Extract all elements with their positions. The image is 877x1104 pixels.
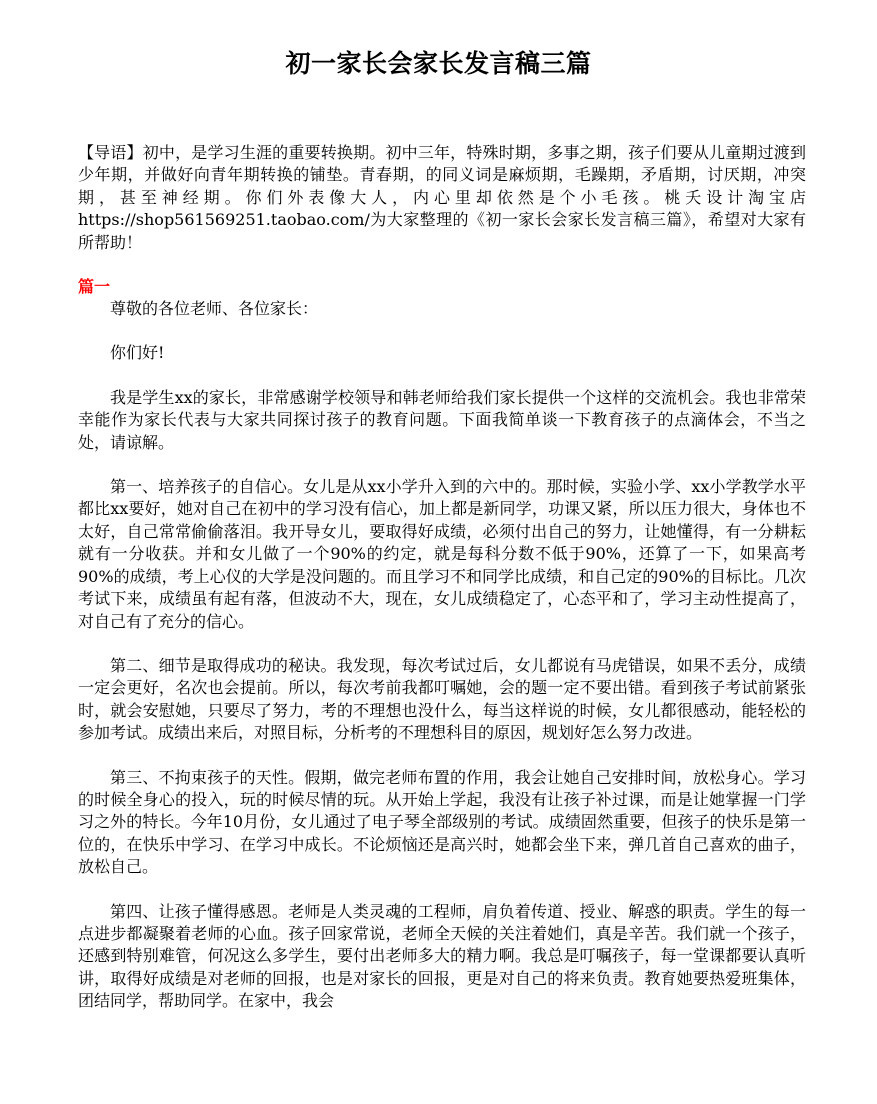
body-paragraph: 第三、不拘束孩子的天性。假期，做完老师布置的作用，我会让她自己安排时间，放松身心。学习的时候全身心的投入，玩的时候尽情的玩。从开始上学起，我没有让孩子补过课，而是让她掌握一门学习之外的特长。今年10月份，女儿通过了电子琴全部级别的考试。成绩固然重要，但孩子的快乐是第一位的，在快乐中学习、在学习中成长。不论烦恼还是高兴时，她都会坐下来，弹几首自己喜欢的曲子，放松自己。 [78, 767, 806, 877]
document-title: 初一家长会家长发言稿三篇 [285, 49, 592, 78]
body-paragraph: 第四、让孩子懂得感恩。老师是人类灵魂的工程师，肩负着传道、授业、解惑的职责。学生的每一点进步都凝聚着老师的心血。孩子回家常说，老师全天候的关注着她们，真是辛苦。我们就一个孩子，还感到特别难管，何况这么多学生，要付出老师多大的精力啊。我总是叮嘱孩子，每一堂课都要认真听讲，取得好成绩是对老师的回报，也是对家长的回报，更是对自己的将来负责。教育她要热爱班集体，团结同学，帮助同学。在家中，我会 [78, 901, 806, 1011]
body-paragraph: 第二、细节是取得成功的秘诀。我发现，每次考试过后，女儿都说有马虎错误，如果不丢分，成绩一定会更好，名次也会提前。所以，每次考前我都叮嘱她，会的题一定不要出错。看到孩子考试前紧张时，就会安慰她，只要尽了努力，考的不理想也没什么，每当这样说的时候，女儿都很感动，能轻松的参加考试。成绩出来后，对照目标，分析考的不理想科目的原因，规划好怎么努力改进。 [78, 655, 806, 743]
salutation: 尊敬的各位老师、各位家长： [110, 299, 319, 319]
greeting: 你们好! [110, 343, 165, 363]
intro-paragraph: 【导语】初中，是学习生涯的重要转换期。初中三年，特殊时期，多事之期，孩子们要从儿童期过渡到少年期，并做好向青年期转换的铺垫。青春期，的同义词是麻烦期，毛躁期，矛盾期，讨厌期，冲突期，甚至神经期。你们外表像大人，内心里却依然是个小毛孩。桃夭设计淘宝店 https://shop561569251.taobao.com/为大家整理的《初一家长会家长发言稿三篇》，希望对大家有所帮助！ [78, 143, 806, 252]
body-paragraph: 我是学生xx的家长，非常感谢学校领导和韩老师给我们家长提供一个这样的交流机会。我也非常荣幸能作为家长代表与大家共同探讨孩子的教育问题。下面我简单谈一下教育孩子的点滴体会，不当之处，请谅解。 [78, 387, 806, 452]
document-body [78, 142, 806, 1035]
section-heading: 篇一 [78, 277, 111, 297]
body-paragraph: 第一、培养孩子的自信心。女儿是从xx小学升入到的六中的。那时候，实验小学、xx小学教学水平都比xx要好，她对自己在初中的学习没有信心，加上都是新同学，功课又紧，所以压力很大，身体也不太好，自己常常偷偷落泪。我开导女儿，要取得好成绩，必须付出自己的努力，让她懂得，有一分耕耘就有一分收获。并和女儿做了一个90%的约定，就是每科分数不低于90%，还算了一下，如果高考90%的成绩，考上心仪的大学是没问题的。而且学习不和同学比成绩，和自己定的90%的目标比。几次考试下来，成绩虽有起有落，但波动不大，现在，女儿成绩稳定了，心态平和了，学习主动性提高了，对自己有了充分的信心。 [78, 477, 806, 631]
